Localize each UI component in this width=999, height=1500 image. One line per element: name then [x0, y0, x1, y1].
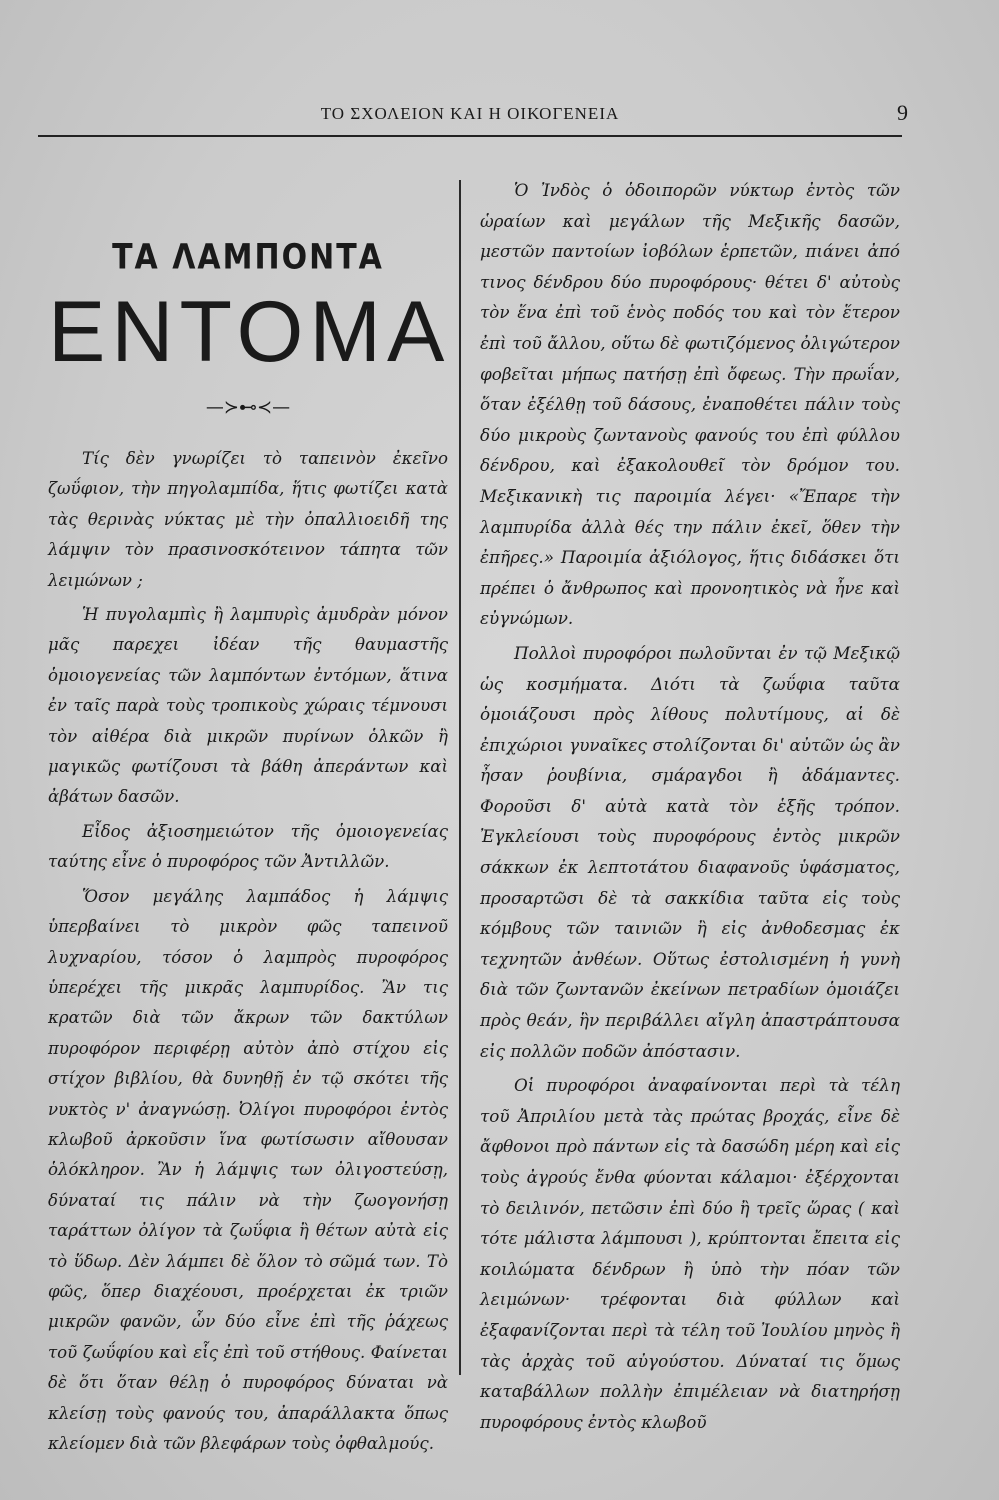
running-head	[40, 100, 908, 132]
right-column	[480, 175, 900, 1437]
header-rule	[38, 135, 902, 137]
article-title-small: ΤΑ ΛΑΜΠΟΝΤΑ	[112, 237, 384, 278]
paragraph: Ὅσον μεγάλης λαμπάδος ἡ λάμψις ὑπερβαίνει τὸ μικρὸν φῶς ταπεινοῦ λυχναρίου, τόσον ὁ λαμπρὸς πυροφόρος ὑπερέχει τῆς μικρᾶς λαμπυρίδος. Ἂν τις κρατῶν διὰ τῶν ἄκρων τῶν δακτύλων πυροφόρον περιφέρῃ αὐτὸν ἀπὸ στίχου εἰς στίχον βιβλίου, θὰ δυνηθῇ ἐν τῷ σκότει τῆς νυκτὸς ν' ἀναγνώσῃ. Ὀλίγοι πυροφόροι ἐντὸς κλωβοῦ ἀρκοῦσιν ἵνα φωτίσωσιν αἴθουσαν ὁλόκληρον. Ἂν ἡ λάμψις των ὀλιγοστεύσῃ, δύναταί τις πάλιν νὰ τὴν ζωογονήσῃ ταράττων ὀλίγον τὰ ζωΰφια ἢ θέτων αὐτὰ εἰς τὸ ὕδωρ. Δὲν λάμπει δὲ ὅλον τὸ σῶμά των. Τὸ φῶς, ὅπερ διαχέουσι, προέρχεται ἐκ τριῶν μικρῶν φανῶν, ὧν δύο εἶνε ἐπὶ τῆς ῥάχεως τοῦ ζωΰφίου καὶ εἷς ἐπὶ τοῦ στήθους. Φαίνεται δὲ ὅτι ὅταν θέλῃ ὁ πυροφόρος δύναται νὰ κλείσῃ τοὺς φανούς του, ἀπαράλλακτα ὅπως κλείομεν διὰ τῶν βλεφάρων τοὺς ὀφθαλμούς.	[48, 886, 448, 1453]
paragraph: Εἶδος ἀξιοσημειώτον τῆς ὁμοιογενείας ταύτης εἶνε ὁ πυροφόρος τῶν Ἀντιλλῶν.	[48, 821, 448, 872]
ornament	[48, 397, 448, 418]
page-number: 9	[897, 100, 908, 125]
article-title-big: ΕΝΤΟΜΑ	[48, 284, 451, 380]
paragraph: Τίς δὲν γνωρίζει τὸ ταπεινὸν ἐκεῖνο ζωΰφιον, τὴν πηγολαμπίδα, ἥτις φωτίζει κατὰ τὰς θερινὰς νύκτας μὲ τὴν ὀπαλλιοειδῆ της λάμψιν τὸν πρασινοσκότεινον τάπητα τῶν λειμώνων ;	[48, 449, 448, 590]
paragraph: Ἡ πυγολαμπὶς ἢ λαμπυρὶς ἀμυδρὰν μόνον μᾶς παρεχει ἰδέαν τῆς θαυμαστῆς ὁμοιογενείας τῶν λαμπόντων ἐντόμων, ἅτινα ἐν ταῖς παρὰ τοὺς τροπικοὺς χώραις τέμνουσι τὸν αἰθέρα διὰ μικρῶν πυρίνων ὁλκῶν ἢ μαγικῶς φωτίζουσι τὰ βάθη ἀπεράντων καὶ ἀβάτων δασῶν.	[48, 605, 448, 807]
left-column	[48, 230, 451, 1459]
paragraph: Πολλοὶ πυροφόροι πωλοῦνται ἐν τῷ Μεξικῷ ὡς κοσμήματα. Διότι τὰ ζωΰφια ταῦτα ὁμοιάζουσι πρὸς λίθους πολυτίμους, αἱ δὲ ἐπιχώριοι γυναῖκες στολίζονται δι' αὐτῶν ὡς ἂν ἦσαν ῥουβίνια, σμάραγδοι ἢ ἀδάμαντες. Φοροῦσι δ' αὐτὰ κατὰ τὸν ἑξῆς τρόπον. Ἐγκλείουσι τοὺς πυροφόρους ἐντὸς μικρῶν σάκκων ἐκ λεπτοτάτου διαφανοῦς ὑφάσματος, προσαρτῶσι δὲ τὰ σακκίδια ταῦτα εἰς τοὺς κόμβους τῶν ταινιῶν ἢ εἰς ἀνθοδεσμας ἐκ τεχνητῶν ἀνθέων. Οὕτως ἐστολισμένη ἡ γυνὴ διὰ τῶν ζωντανῶν ἐκείνων πετραδίων ὁμοιάζει πρὸς θεάν, ἣν περιβάλλει αἴγλη ἀπαστράπτουσα εἰς πολλῶν ποδῶν ἀπόστασιν.	[480, 642, 900, 1061]
running-title: ΤΟ ΣΧΟΛΕΙΟΝ ΚΑΙ Η ΟΙΚΟΓΕΝΕΙΑ	[320, 104, 620, 123]
paragraph: Οἱ πυροφόροι ἀναφαίνονται περὶ τὰ τέλη τοῦ Ἀπριλίου μετὰ τὰς πρώτας βροχάς, εἶνε δὲ ἄφθονοι πρὸ πάντων εἰς τὰ δασώδη μέρη καὶ εἰς τοὺς ἀγρούς ἔνθα φύονται κάλαμοι· ἐξέρχονται τὸ δειλινόν, πετῶσιν ἐπὶ δύο ἢ τρεῖς ὥρας ( καὶ τότε μάλιστα λάμπουσι ), κρύπτονται ἔπειτα εἰς κοιλώματα δένδρων ἢ ὑπὸ τὴν πόαν τῶν λειμώνων· τρέφονται διὰ φύλλων καὶ ἐξαφανίζονται περὶ τὰ τέλη τοῦ Ἰουλίου μηνὸς ἢ τὰς ἀρχὰς τοῦ αὐγούστου. Δύναταί τις ὅμως καταβάλλων πολλὴν ἐπιμέλειαν νὰ διατηρήσῃ πυροφόρους ἐντὸς κλωβοῦ	[480, 1075, 900, 1432]
paragraph: Ὁ Ἰνδὸς ὁ ὁδοιπορῶν νύκτωρ ἐντὸς τῶν ὡραίων καὶ μεγάλων τῆς Μεξικῆς δασῶν, μεστῶν παντοίων ἰοβόλων ἑρπετῶν, πιάνει ἀπό τινος δένδρου δύο πυροφόρους· θέτει δ' αὐτοὺς τὸν ἕνα ἐπὶ τοῦ ἑνὸς ποδός του καὶ τὸν ἕτερον ἐπὶ τοῦ ἄλλου, οὕτω δὲ φωτιζόμενος ὀλιγώτερον φοβεῖται μήπως πατήσῃ ἐπὶ ὄφεως. Τὴν πρωΐαν, ὅταν ἐξέλθῃ τοῦ δάσους, ἐναποθέτει πάλιν τοὺς δύο μικροὺς ζωντανοὺς φανούς του ἐπὶ φύλλου δένδρου, καὶ ἐξακολουθεῖ τὸν δρόμον του. Μεξικανικὴ τις παροιμία λέγει· «Ἔπαρε τὴν λαμπυρίδα ἀλλὰ θές την πάλιν ἐκεῖ, ὅθεν τὴν ἐπῆρες.» Παροιμία ἀξιόλογος, ἥτις διδάσκει ὅτι πρέπει ὁ ἄνθρωπος καὶ προνοητικὸς νὰ ἦνε καὶ εὐγνώμων.	[480, 180, 900, 629]
column-divider	[459, 180, 461, 1375]
ornament-glyph: —≻⊷≺—	[205, 397, 291, 418]
